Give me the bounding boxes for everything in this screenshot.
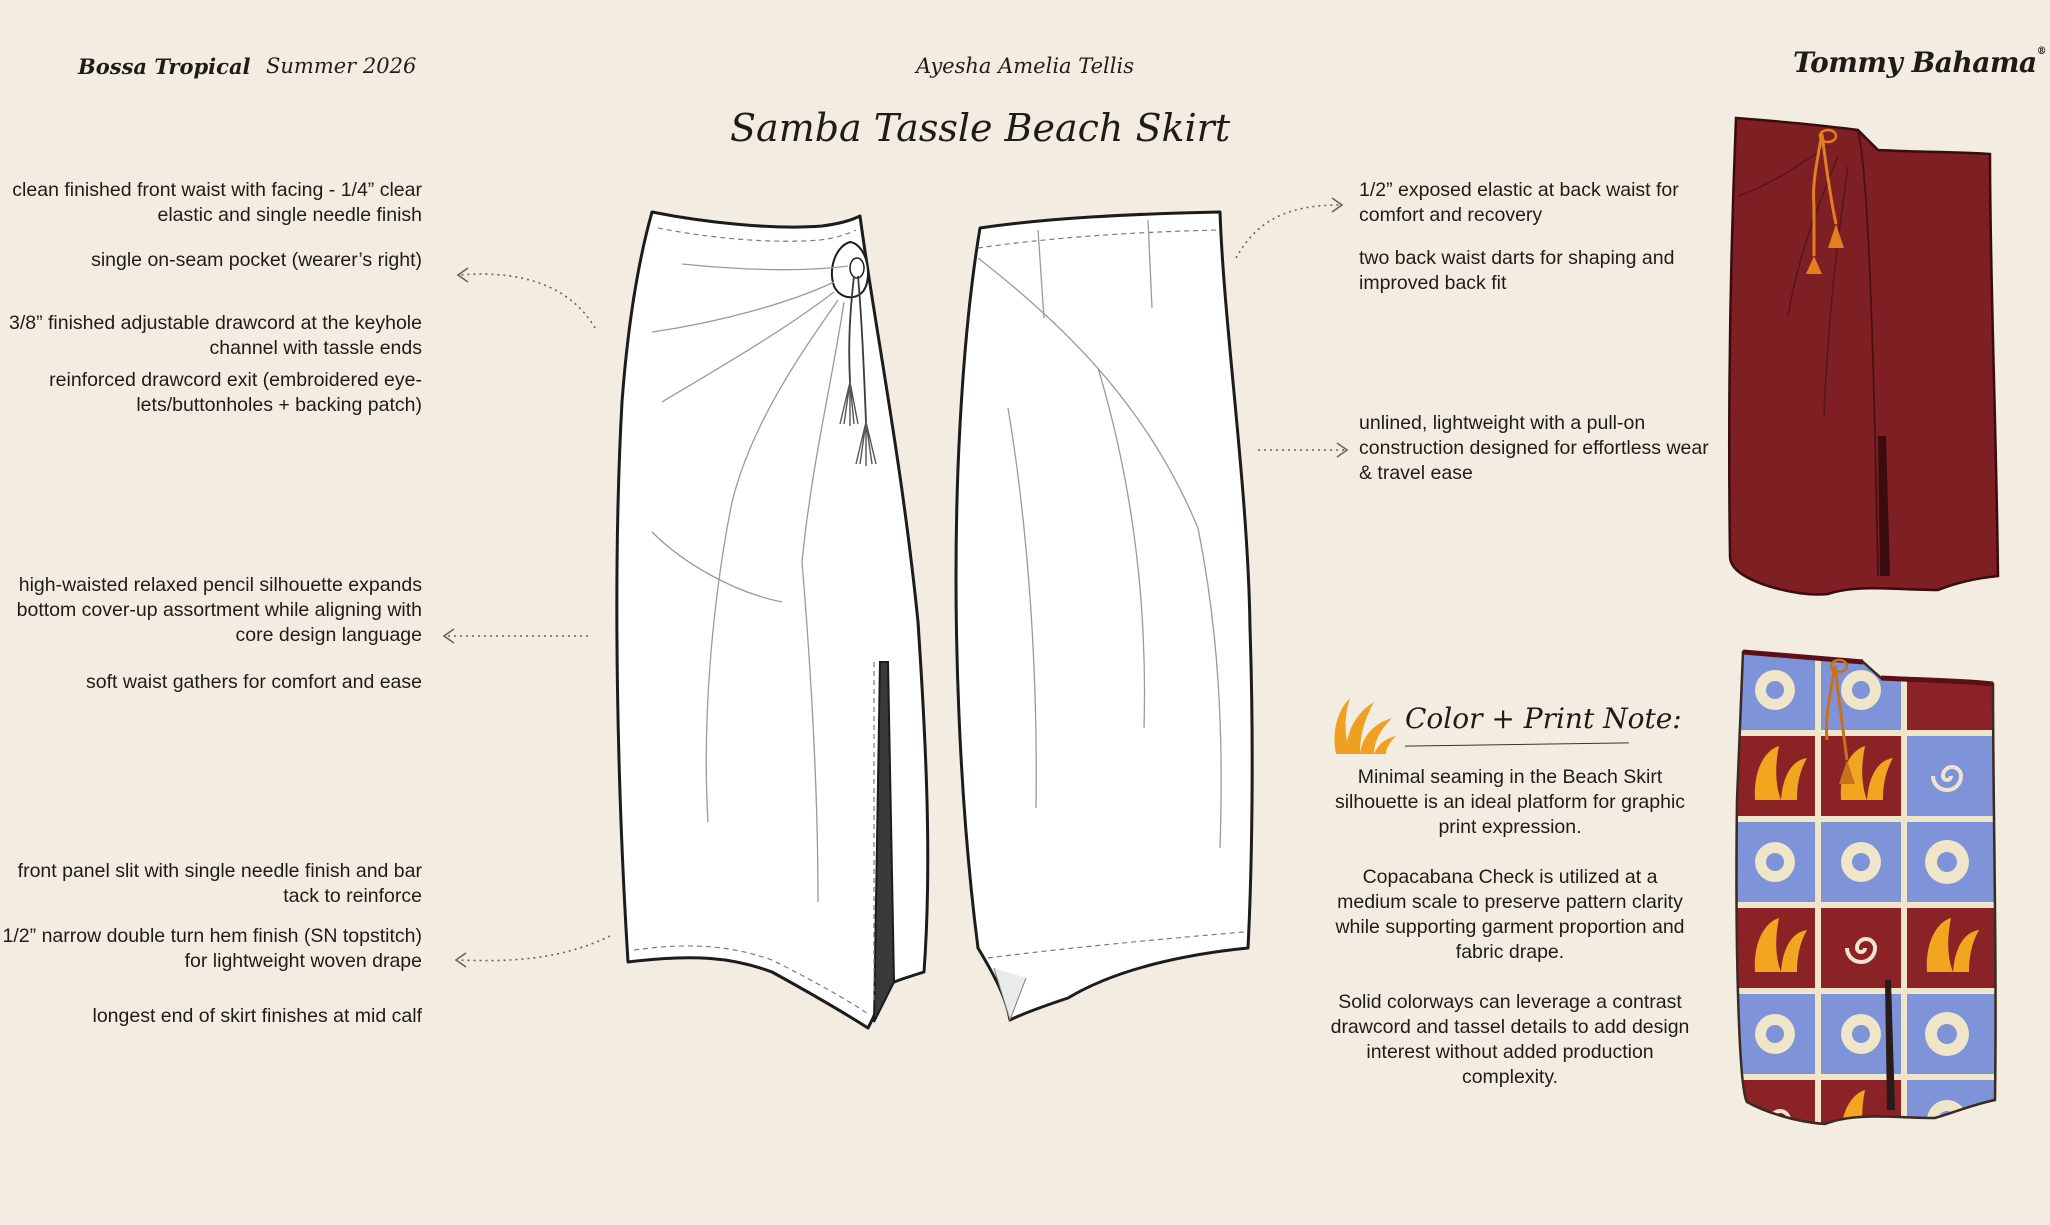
- note-skirt-length: longest end of skirt finishes at mid calf: [92, 1005, 422, 1027]
- color-print-paragraph: Minimal seaming in the Beach Skirt silhouette is an ideal platform for graphic print expression.: [1334, 766, 1686, 838]
- page-title: Samba Tassle Beach Skirt: [730, 106, 1231, 150]
- burgundy-colorway-sketch: [1728, 116, 2004, 614]
- season-label: Summer 2026: [266, 54, 417, 78]
- note-drawcord-exit: reinforced drawcord exit (embroidered eye-lets/buttonholes + backing patch): [49, 369, 422, 416]
- collection-name: Bossa Tropical: [78, 54, 251, 79]
- note-hem-finish: 1/2” narrow double turn hem finish (SN topstitch) for lightweight woven drape: [2, 925, 422, 972]
- front-view-sketch: [612, 202, 932, 1034]
- note-drawcord: 3/8” finished adjustable drawcord at the keyhole channel with tassle ends: [8, 312, 422, 359]
- brand-registered-mark: ®: [2036, 46, 2047, 57]
- note-construction: unlined, lightweight with a pull-on construction designed for effortless wear & travel ease: [1359, 412, 1709, 484]
- copacabana-print-colorway-sketch: [1735, 650, 2001, 1150]
- note-front-slit: front panel slit with single needle finish and bar tack to reinforce: [17, 860, 422, 907]
- note-back-darts: two back waist darts for shaping and improved back fit: [1359, 247, 1675, 294]
- back-view-sketch: [948, 208, 1264, 1028]
- note-back-elastic: 1/2” exposed elastic at back waist for comfort and recovery: [1359, 179, 1679, 226]
- color-print-note-title: Color + Print Note:: [1405, 702, 1682, 735]
- note-pocket: single on-seam pocket (wearer’s right): [91, 249, 422, 271]
- color-print-paragraph: Copacabana Check is utilized at a medium scale to preserve pattern clarity while supporting garment proportion and fabric drape.: [1335, 866, 1685, 963]
- note-front-waist: clean finished front waist with facing - 1/4” clear elastic and single needle finish: [12, 179, 422, 226]
- color-print-paragraph: Solid colorways can leverage a contrast drawcord and tassel details to add design interest without added production complexity.: [1330, 991, 1690, 1088]
- note-waist-gathers: soft waist gathers for comfort and ease: [86, 671, 422, 693]
- note-silhouette: high-waisted relaxed pencil silhouette expands bottom cover-up assortment while aligning with core design language: [16, 574, 422, 646]
- brand-name: Tommy Bahama: [1793, 46, 2037, 79]
- designer-name: Ayesha Amelia Tellis: [916, 54, 1134, 78]
